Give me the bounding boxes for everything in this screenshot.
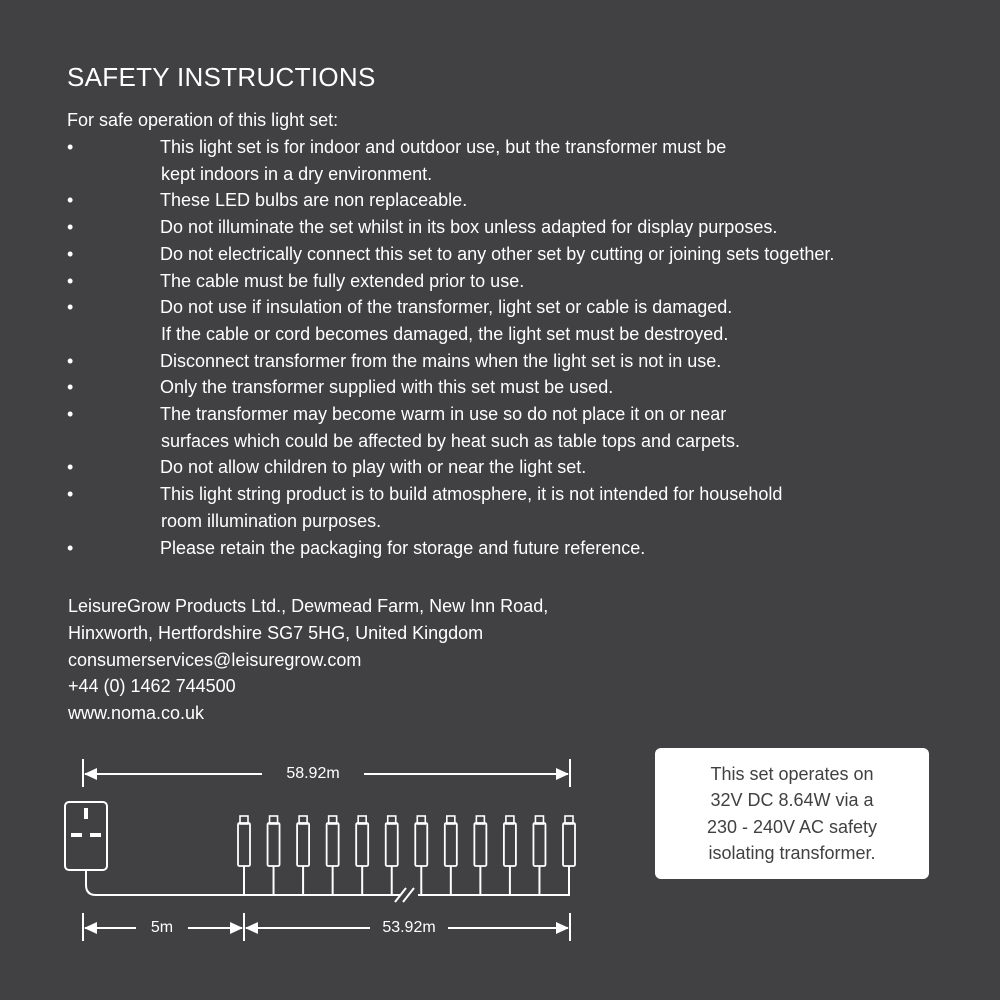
page-title: SAFETY INSTRUCTIONS [67, 62, 376, 92]
instruction-text-continued: room illumination purposes. [161, 510, 382, 531]
instruction-text-continued: kept indoors in a dry environment. [161, 163, 433, 184]
bullet-icon: • [67, 217, 74, 238]
spec-line: 32V DC 8.64W via a [710, 790, 874, 810]
bullet-icon: • [67, 404, 74, 425]
lead-length-label: 5m [150, 919, 174, 936]
instruction-text: Disconnect transformer from the mains when the light set is not in use. [160, 350, 722, 371]
instruction-text: Do not illuminate the set whilst in its box unless adapted for display purposes. [160, 217, 778, 238]
instruction-text: The transformer may become warm in use so do not place it on or near [160, 404, 727, 425]
contact-email: consumerservices@leisuregrow.com [68, 649, 362, 670]
bullet-icon: • [67, 270, 74, 291]
total-length-label: 58.92m [286, 765, 340, 782]
bullet-icon: • [67, 377, 74, 398]
led-bulb-icon [297, 816, 309, 895]
instruction-text: Do not use if insulation of the transformer, light set or cable is damaged. [160, 297, 733, 318]
instruction-text: Do not allow children to play with or near the light set. [160, 457, 587, 478]
instruction-text: These LED bulbs are non replaceable. [160, 190, 468, 211]
instruction-text: Do not electrically connect this set to any other set by cutting or joining sets together. [160, 243, 835, 264]
instruction-text: Only the transformer supplied with this set must be used. [160, 377, 614, 398]
instruction-text-continued: surfaces which could be affected by heat such as table tops and carpets. [161, 430, 741, 451]
bullet-icon: • [67, 137, 74, 157]
led-bulb-icon [238, 816, 250, 895]
led-bulb-icon [327, 816, 339, 895]
instruction-text: This light string product is to build atmosphere, it is not intended for household [160, 484, 783, 505]
intro-text: For safe operation of this light set: [67, 110, 339, 130]
instruction-text-continued: If the cable or cord becomes damaged, the light set must be destroyed. [161, 323, 729, 344]
led-bulb-icon [415, 816, 427, 895]
spec-line: isolating transformer. [708, 843, 876, 863]
spec-box [655, 748, 929, 879]
bullet-icon: • [67, 457, 74, 478]
bullet-icon: • [67, 484, 74, 505]
plug-transformer-icon [65, 802, 107, 870]
led-bulb-icon [563, 816, 575, 895]
led-bulb-icon [474, 816, 486, 895]
spec-line: This set operates on [710, 763, 874, 784]
bullet-icon: • [67, 350, 74, 371]
led-bulb-icon [445, 816, 457, 895]
arrowhead-left-total [84, 768, 97, 780]
bullet-icon: • [67, 297, 74, 318]
instruction-text: Please retain the packaging for storage and future reference. [160, 537, 646, 558]
bullet-icon: • [67, 243, 74, 264]
bulb-row [238, 816, 575, 895]
instruction-text: The cable must be fully extended prior to use. [160, 270, 525, 291]
led-bulb-icon [268, 816, 280, 895]
company-address-line1: LeisureGrow Products Ltd., Dewmead Farm, New Inn Road, [68, 596, 549, 616]
contact-phone: +44 (0) 1462 744500 [68, 676, 236, 697]
led-bulb-icon [386, 816, 398, 895]
spec-line: 230 - 240V AC safety [706, 816, 878, 837]
bullet-icon: • [67, 190, 74, 211]
bullet-icon: • [67, 537, 74, 558]
led-bulb-icon [533, 816, 545, 895]
arrowhead-right-total [556, 768, 569, 780]
contact-website: www.noma.co.uk [68, 703, 205, 724]
lit-length-label: 53.92m [382, 919, 436, 936]
led-bulb-icon [504, 816, 516, 895]
led-bulb-icon [356, 816, 368, 895]
company-address-line2: Hinxworth, Hertfordshire SG7 5HG, United Kingdom [68, 622, 484, 643]
instruction-text: This light set is for indoor and outdoor use, but the transformer must be [160, 137, 727, 157]
